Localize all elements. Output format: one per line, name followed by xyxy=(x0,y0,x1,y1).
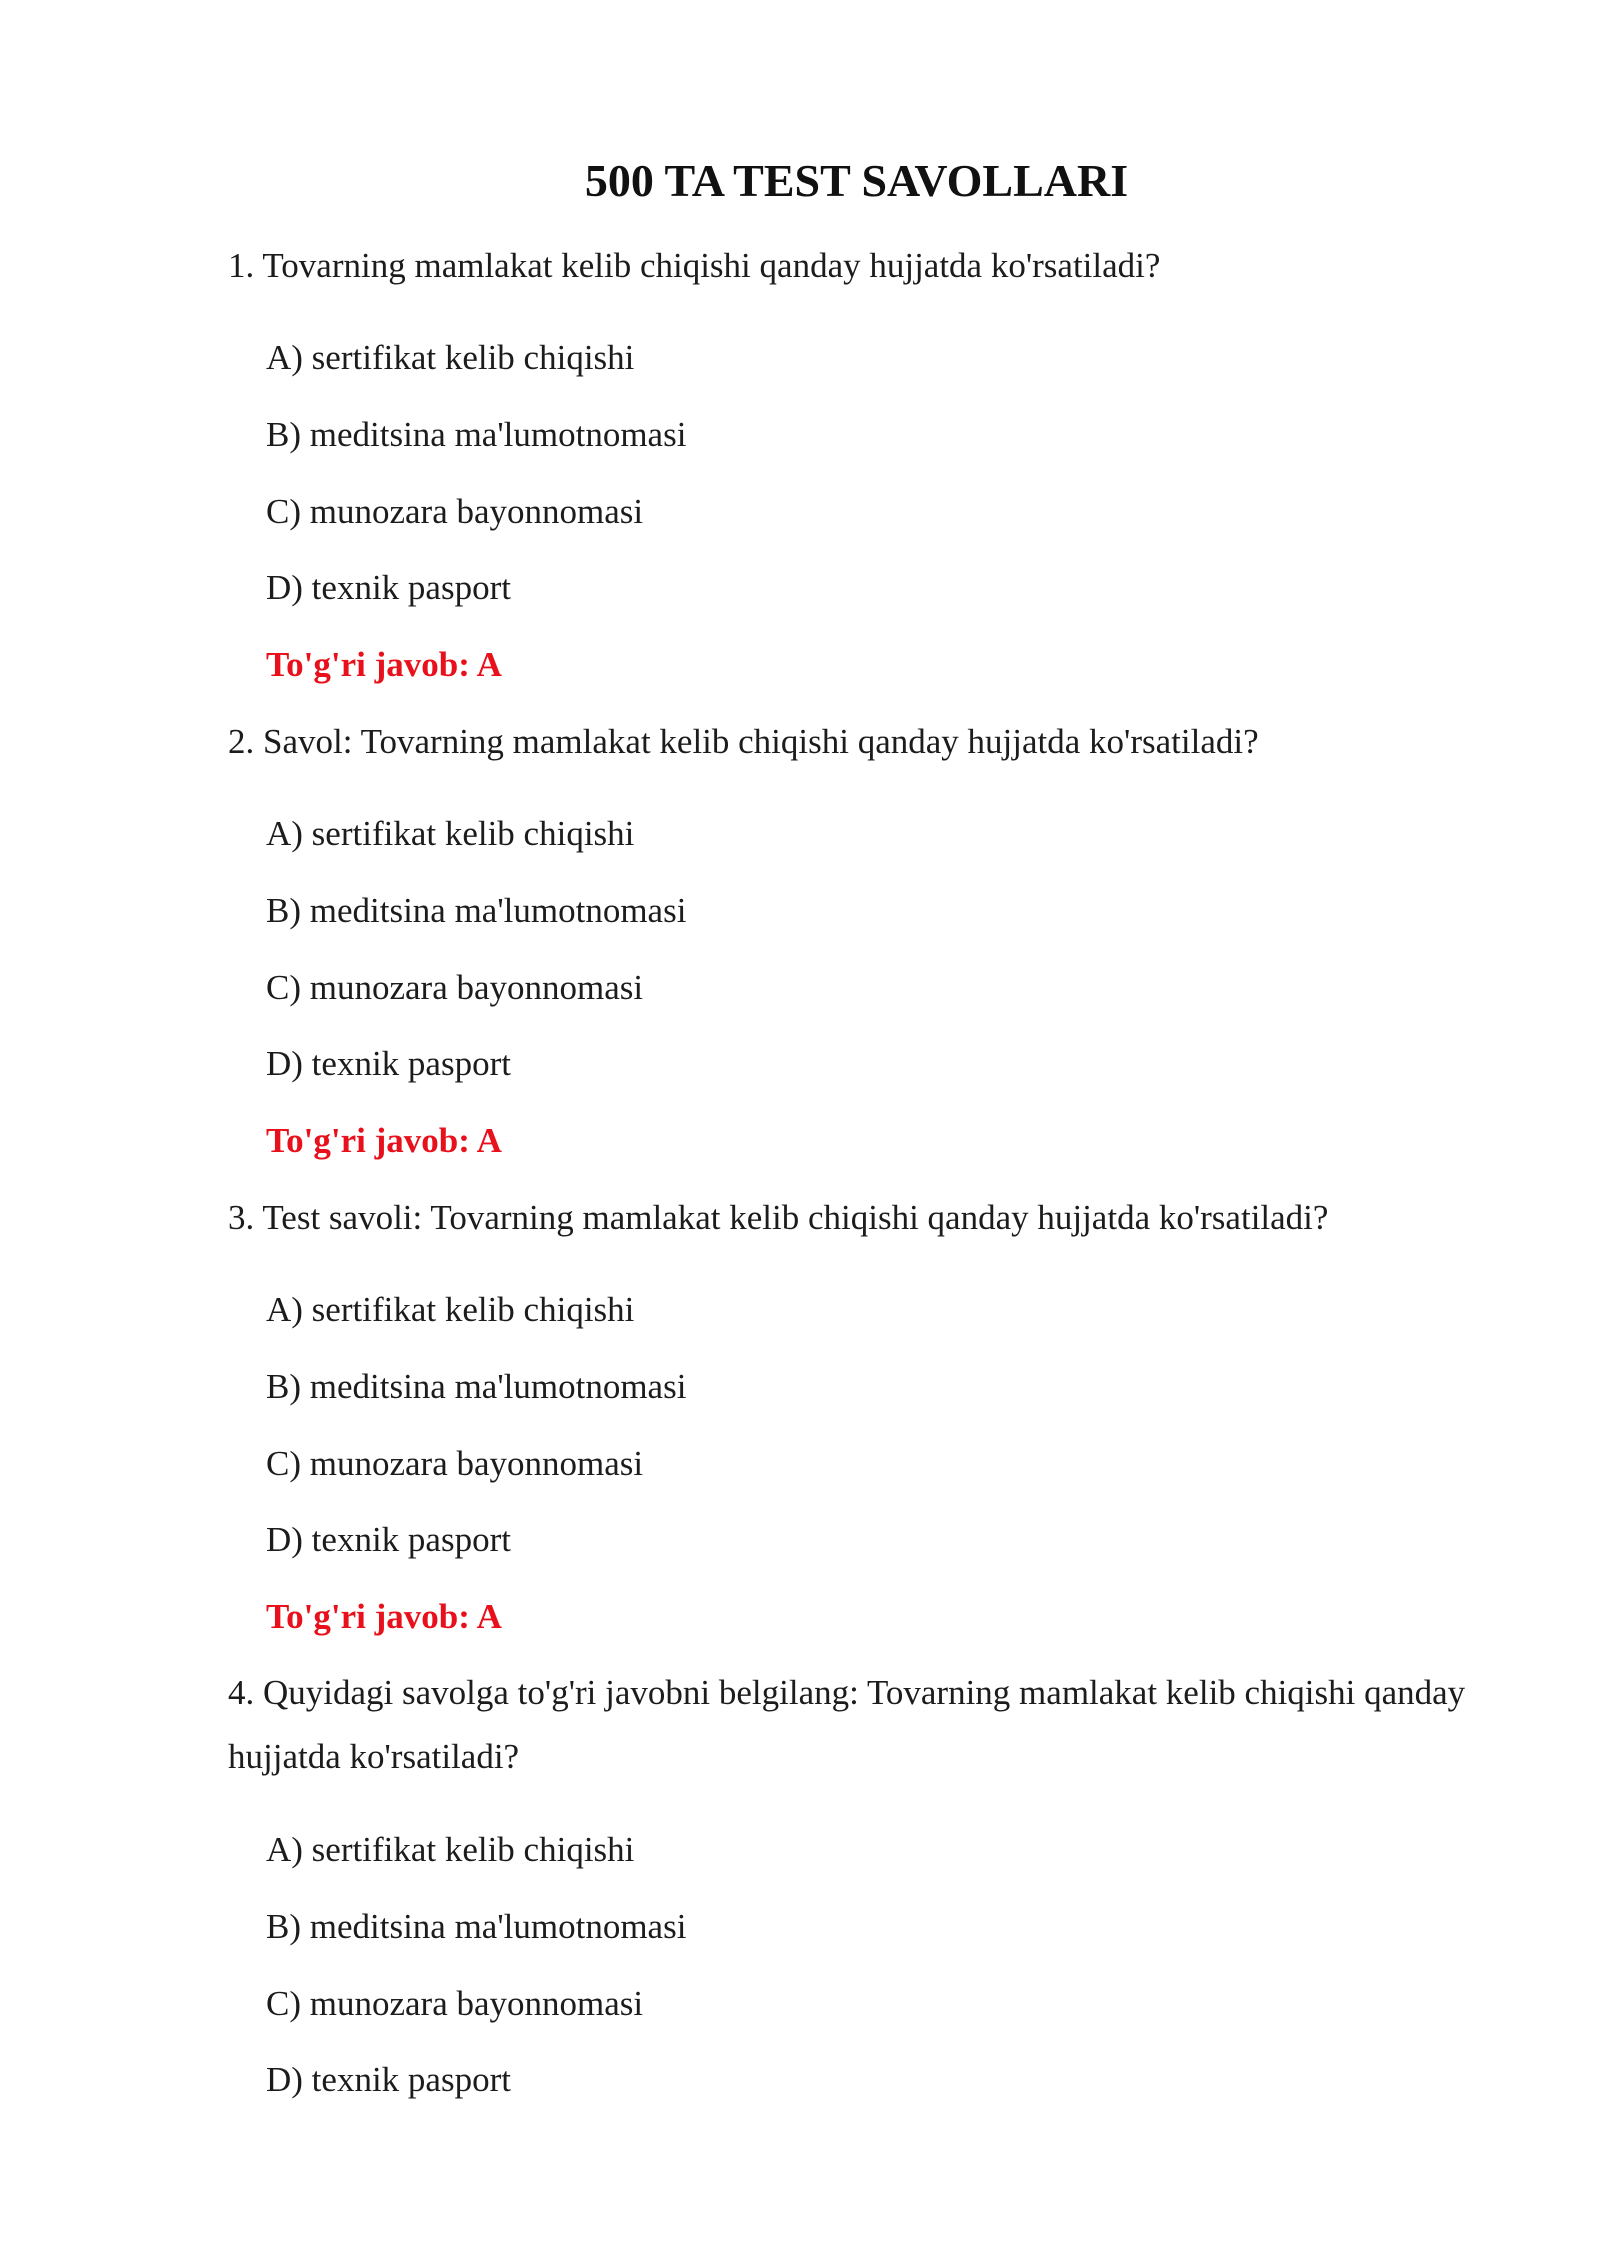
question-1-option-a: A) sertifikat kelib chiqishi xyxy=(266,338,635,377)
question-2-option-c: C) munozara bayonnomasi xyxy=(266,968,644,1007)
page-title: 500 TA TEST SAVOLLARI xyxy=(584,155,1129,206)
question-2-option-d: D) texnik pasport xyxy=(266,1044,511,1083)
question-1-option-b: B) meditsina ma'lumotnomasi xyxy=(266,415,687,454)
question-2-option-a: A) sertifikat kelib chiqishi xyxy=(266,814,635,853)
question-4-option-d: D) texnik pasport xyxy=(266,2060,511,2099)
question-3-option-a: A) sertifikat kelib chiqishi xyxy=(266,1290,635,1329)
question-4-text: 4. Quyidagi savolga to'g'ri javobni belgilang: Tovarning mamlakat kelib chiqishi qanday hujjatda ko'rsatiladi? xyxy=(228,1673,1466,1776)
question-3-option-d: D) texnik pasport xyxy=(266,1520,511,1559)
question-1-option-c: C) munozara bayonnomasi xyxy=(266,492,644,531)
question-3-option-b: B) meditsina ma'lumotnomasi xyxy=(266,1367,687,1406)
question-3-option-c: C) munozara bayonnomasi xyxy=(266,1444,644,1483)
question-1-text: 1. Tovarning mamlakat kelib chiqishi qanday hujjatda ko'rsatiladi? xyxy=(228,246,1161,285)
question-2-answer: To'g'ri javob: A xyxy=(266,1121,502,1160)
question-4-option-b: B) meditsina ma'lumotnomasi xyxy=(266,1907,687,1946)
question-3-text: 3. Test savoli: Tovarning mamlakat kelib chiqishi qanday hujjatda ko'rsatiladi? xyxy=(228,1198,1329,1237)
question-2-option-b: B) meditsina ma'lumotnomasi xyxy=(266,891,687,930)
question-4-option-a: A) sertifikat kelib chiqishi xyxy=(266,1830,635,1869)
question-1-answer: To'g'ri javob: A xyxy=(266,645,502,684)
question-2-text: 2. Savol: Tovarning mamlakat kelib chiqishi qanday hujjatda ko'rsatiladi? xyxy=(228,722,1259,761)
question-4-option-c: C) munozara bayonnomasi xyxy=(266,1984,644,2023)
question-3-answer: To'g'ri javob: A xyxy=(266,1597,502,1636)
question-1-option-d: D) texnik pasport xyxy=(266,568,511,607)
